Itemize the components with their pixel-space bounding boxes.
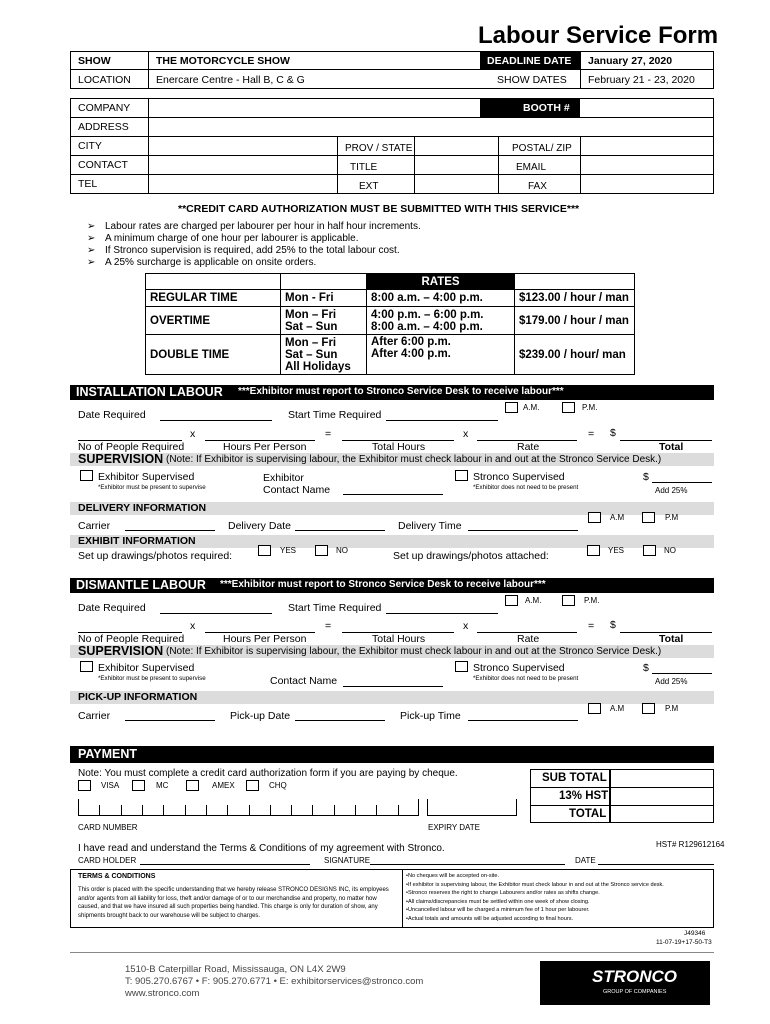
exhibitor-contact-label: Exhibitor Contact Name: [263, 472, 331, 496]
hours-label: Hours Per Person: [223, 441, 307, 453]
payment-note: Note: You must complete a credit card authorization form if you are paying by cheque.: [78, 768, 458, 779]
show-dates-label: SHOW DATES: [497, 74, 567, 86]
address-label: ADDRESS: [78, 121, 129, 133]
dismantle-header-bar: [70, 578, 714, 593]
rates-heading: RATES: [367, 274, 515, 290]
rate-label: Rate: [517, 441, 540, 453]
company-label: COMPANY: [78, 102, 131, 114]
amex-checkbox[interactable]: [186, 780, 199, 791]
card-digit-divider: [142, 805, 143, 816]
drawings-attached-yes-checkbox[interactable]: [587, 545, 600, 556]
rate-time: After 6:00 p.m. After 4:00 p.m.: [367, 335, 515, 375]
people-label: No of People Required: [78, 633, 185, 645]
multiply-sign: x: [190, 620, 196, 632]
terms-heading: TERMS & CONDITIONS: [78, 873, 156, 880]
pickup-pm-checkbox[interactable]: [642, 703, 655, 714]
card-digit-divider: [270, 805, 271, 816]
carrier-label: Carrier: [78, 710, 111, 722]
signature-label: SIGNATURE: [324, 856, 371, 865]
terms-body: This order is placed with the specific understanding that we hereby release STRONCO DESIGNS INC, its employees and/or agents from all liability for loss, theft and/or damage of or to our merchandise and property, no matter how caused, and that we have insured all such properties being handled. This charge is only for duration of show, any shipments brought back to our warehouse will be subject to charges.: [78, 887, 389, 919]
date-required-label: Date Required: [78, 602, 146, 614]
card-number-label: CARD NUMBER: [78, 823, 138, 832]
yes-label: YES: [280, 546, 297, 555]
footer-web: www.stronco.com: [125, 988, 200, 999]
dismantle-stronco-supervised-checkbox[interactable]: [455, 661, 468, 672]
yes-label: YES: [608, 546, 625, 555]
fax-label: FAX: [528, 181, 547, 192]
multiply-sign: x: [190, 428, 196, 440]
hours-label: Hours Per Person: [223, 633, 307, 645]
card-holder-field[interactable]: [140, 864, 310, 865]
delivery-am-checkbox[interactable]: [588, 512, 601, 523]
booth-label: BOOTH #: [523, 102, 570, 114]
delivery-pm-checkbox[interactable]: [642, 512, 655, 523]
rate-time: 4:00 p.m. – 6:00 p.m. 8:00 a.m. – 4:00 p.m.: [367, 307, 515, 335]
bullet-item: ➢ A minimum charge of one hour per labourer is applicable.: [105, 233, 358, 244]
date-field[interactable]: [598, 864, 714, 865]
contact-label: CONTACT: [78, 159, 128, 171]
dismantle-date-field[interactable]: [160, 613, 272, 614]
visa-checkbox[interactable]: [78, 780, 91, 791]
logo-subtitle: GROUP OF COMPANIES: [603, 989, 667, 995]
footer-phone: T: 905.270.6767 • F: 905.270.6771 • E: exhibitorservices@stronco.com: [125, 976, 424, 987]
terms-item: • No cheques will be accepted on-site.: [406, 872, 664, 881]
date-required-label: Date Required: [78, 409, 146, 421]
supervision-total-field[interactable]: [652, 482, 712, 483]
title-label: TITLE: [350, 162, 378, 173]
rate-label: Rate: [517, 633, 540, 645]
dismantle-supervision-total-field[interactable]: [652, 673, 712, 674]
add-25-label: Add 25%: [655, 677, 688, 686]
exhibit-heading: EXHIBIT INFORMATION: [78, 535, 196, 547]
total-label: Total: [659, 633, 684, 645]
dismantle-am-checkbox[interactable]: [505, 595, 518, 606]
start-time-label: Start Time Required: [288, 409, 382, 421]
grand-total-label: TOTAL: [569, 808, 607, 820]
supervision-note: (Note: If Exhibitor is supervising labour, the Exhibitor must check labour in and out at the Stronco Service Desk.): [166, 454, 662, 465]
card-digit-divider: [291, 805, 292, 816]
signature-field[interactable]: [370, 864, 565, 865]
equals-sign: =: [325, 620, 332, 632]
drawings-required-label: Set up drawings/photos required:: [78, 550, 233, 562]
card-digit-divider: [99, 805, 100, 816]
show-value: THE MOTORCYCLE SHOW: [156, 55, 290, 67]
card-digit-divider: [206, 805, 207, 816]
pm-label: P.M: [665, 513, 679, 522]
payment-header-bar: [70, 746, 714, 763]
rate-price: $123.00 / hour / man: [515, 290, 635, 307]
stronco-note: *Exhibitor does not need to be present: [473, 675, 579, 682]
bullet-item: ➢ A 25% surcharge is applicable on onsite orders.: [105, 257, 316, 268]
hst-label: 13% HST: [559, 790, 609, 802]
rate-type: DOUBLE TIME: [146, 335, 281, 375]
multiply-sign: x: [463, 428, 469, 440]
prov-label: PROV / STATE: [345, 143, 413, 154]
pm-label: P.M.: [584, 596, 600, 605]
card-digit-divider: [398, 805, 399, 816]
card-digit-divider: [355, 805, 356, 816]
drawings-required-yes-checkbox[interactable]: [258, 545, 271, 556]
terms-item: • If exhibitor is supervising labour, the Exhibitor must check labour in and out at the Stronco service desk.: [406, 881, 664, 890]
rate-price: $239.00 / hour/ man: [515, 335, 635, 375]
form-title: Labour Service Form: [478, 22, 719, 49]
supervision-heading: SUPERVISION: [78, 644, 164, 658]
footer-address: 1510-B Caterpillar Road, Mississauga, ON L4X 2W9: [125, 964, 346, 975]
card-digit-divider: [334, 805, 335, 816]
start-time-field[interactable]: [386, 420, 498, 421]
dismantle-start-time-field[interactable]: [386, 613, 498, 614]
delivery-heading: DELIVERY INFORMATION: [78, 502, 207, 514]
dollar-sign: $: [610, 619, 616, 631]
footer-rule: [70, 952, 714, 953]
dismantle-exhibitor-supervised-checkbox[interactable]: [80, 661, 93, 672]
rate-days: Mon – Fri Sat – Sun All Holidays: [281, 335, 367, 375]
stronco-note: *Exhibitor does not need to be present: [473, 484, 579, 491]
bullet-item: ➢ If Stronco supervision is required, add 25% to the total labour cost.: [105, 245, 400, 256]
card-digit-divider: [121, 805, 122, 816]
equals-sign: =: [325, 428, 332, 440]
card-digit-divider: [376, 805, 377, 816]
total-label: Total: [659, 441, 684, 453]
pickup-date-field[interactable]: [295, 720, 385, 721]
exhibitor-contact-field[interactable]: [343, 494, 443, 495]
am-label: A.M: [610, 513, 625, 522]
stronco-supervised-label: Stronco Supervised: [473, 471, 565, 483]
total-hours-label: Total Hours: [372, 441, 426, 453]
pickup-date-label: Pick-up Date: [230, 710, 291, 722]
form-code: J49346: [684, 930, 706, 937]
equals-sign: =: [588, 428, 595, 440]
dismantle-header: DISMANTLE LABOUR: [76, 578, 206, 592]
rate-days: Mon – Fri Sat – Sun: [281, 307, 367, 335]
pickup-time-field[interactable]: [468, 720, 578, 721]
add-25-label: Add 25%: [655, 486, 688, 495]
stronco-supervised-label: Stronco Supervised: [473, 662, 565, 674]
deadline-label: DEADLINE DATE: [487, 55, 572, 67]
date-required-field[interactable]: [160, 420, 272, 421]
multiply-sign: x: [463, 620, 469, 632]
exhibitor-supervised-checkbox[interactable]: [80, 470, 93, 481]
no-label: NO: [336, 546, 348, 555]
expiry-date-label: EXPIRY DATE: [428, 823, 481, 832]
email-label: EMAIL: [516, 162, 547, 173]
chq-label: CHQ: [269, 781, 287, 790]
dollar-sign: $: [643, 471, 649, 483]
dismantle-pm-checkbox[interactable]: [562, 595, 575, 606]
rate-days: Mon - Fri: [281, 290, 367, 307]
stronco-supervised-checkbox[interactable]: [455, 470, 468, 481]
logo-name: STRONCO: [592, 967, 677, 986]
exhibitor-supervised-label: Exhibitor Supervised: [98, 662, 195, 674]
card-digit-divider: [185, 805, 186, 816]
start-time-label: Start Time Required: [288, 602, 382, 614]
install-pm-checkbox[interactable]: [562, 402, 575, 413]
exhibitor-supervised-label: Exhibitor Supervised: [98, 471, 195, 483]
location-label: LOCATION: [78, 74, 131, 86]
people-label: No of People Required: [78, 441, 185, 453]
pm-label: P.M: [665, 704, 679, 713]
installation-header-bar: [70, 385, 714, 400]
rate-type: OVERTIME: [146, 307, 281, 335]
install-am-checkbox[interactable]: [505, 402, 518, 413]
dollar-sign: $: [643, 662, 649, 674]
mc-label: MC: [156, 781, 169, 790]
carrier-label: Carrier: [78, 520, 111, 532]
pickup-heading: PICK-UP INFORMATION: [78, 691, 198, 703]
card-holder-label: CARD HOLDER: [78, 856, 137, 865]
delivery-date-field[interactable]: [295, 530, 385, 531]
contact-name-label: Contact Name: [270, 675, 338, 687]
amex-label: AMEX: [212, 781, 235, 790]
stronco-logo: [540, 961, 710, 1005]
exhibitor-note: *Exhibitor must be present to supervise: [98, 675, 206, 682]
totals-values[interactable]: [610, 769, 714, 823]
supervision-note: (Note: If Exhibitor is supervising labour, the Exhibitor must check labour in and out at the Stronco Service Desk.): [166, 646, 662, 657]
am-label: A.M.: [525, 596, 542, 605]
am-label: A.M.: [523, 403, 540, 412]
visa-label: VISA: [101, 781, 120, 790]
installation-header: INSTALLATION LABOUR: [76, 385, 223, 399]
expiry-date-field[interactable]: [427, 799, 517, 816]
am-label: A.M: [610, 704, 625, 713]
carrier-field[interactable]: [125, 530, 215, 531]
supervision-heading: SUPERVISION: [78, 452, 164, 466]
dismantle-contact-field[interactable]: [343, 686, 443, 687]
bullet-item: ➢ Labour rates are charged per labourer per hour in half hour increments.: [105, 221, 421, 232]
card-digit-divider: [163, 805, 164, 816]
revision-code: 11-07-19+17-50-T3: [656, 939, 712, 946]
equals-sign: =: [588, 620, 595, 632]
postal-label: POSTAL/ ZIP: [512, 143, 572, 154]
total-hours-label: Total Hours: [372, 633, 426, 645]
card-digit-divider: [227, 805, 228, 816]
chq-checkbox[interactable]: [246, 780, 259, 791]
pm-label: P.M.: [582, 403, 598, 412]
terms-item: • Actual totals and amounts will be adjusted according to final hours.: [406, 915, 664, 924]
delivery-time-label: Delivery Time: [398, 520, 462, 532]
exhibitor-note: *Exhibitor must be present to supervise: [98, 484, 206, 491]
rate-type: REGULAR TIME: [146, 290, 281, 307]
pickup-time-label: Pick-up Time: [400, 710, 461, 722]
pickup-carrier-field[interactable]: [125, 720, 215, 721]
dismantle-header-note: ***Exhibitor must report to Stronco Service Desk to receive labour***: [220, 579, 546, 590]
drawings-required-no-checkbox[interactable]: [315, 545, 328, 556]
card-digit-divider: [312, 805, 313, 816]
delivery-date-label: Delivery Date: [228, 520, 292, 532]
drawings-attached-no-checkbox[interactable]: [643, 545, 656, 556]
dollar-sign: $: [610, 427, 616, 439]
pickup-am-checkbox[interactable]: [588, 703, 601, 714]
show-dates-value: February 21 - 23, 2020: [588, 74, 695, 86]
hst-number: HST# R129612164: [656, 840, 725, 849]
city-label: CITY: [78, 140, 102, 152]
rates-table: [145, 273, 635, 375]
no-label: NO: [664, 546, 676, 555]
ext-label: EXT: [359, 181, 379, 192]
date-label: DATE: [575, 856, 596, 865]
delivery-time-field[interactable]: [468, 530, 578, 531]
drawings-attached-label: Set up drawings/photos attached:: [393, 550, 549, 562]
rate-time: 8:00 a.m. – 4:00 p.m.: [367, 290, 515, 307]
location-value: Enercare Centre - Hall B, C & G: [156, 74, 305, 86]
payment-header: PAYMENT: [78, 747, 138, 761]
rate-price: $179.00 / hour / man: [515, 307, 635, 335]
terms-list: [406, 872, 664, 924]
terms-item: • All claims/discrepancies must be settled within one week of show closing.: [406, 898, 664, 907]
installation-header-note: ***Exhibitor must report to Stronco Service Desk to receive labour***: [238, 386, 564, 397]
mc-checkbox[interactable]: [132, 780, 145, 791]
credit-card-notice: **CREDIT CARD AUTHORIZATION MUST BE SUBMITTED WITH THIS SERVICE***: [178, 203, 580, 215]
terms-item: • Stronco reserves the right to change Labourers and/or rates as shifts change.: [406, 889, 664, 898]
subtotal-label: SUB TOTAL: [542, 772, 607, 784]
terms-item: • Uncancelled labour will be charged a minimum fee of 1 hour per labourer.: [406, 906, 664, 915]
tel-label: TEL: [78, 178, 98, 190]
card-digit-divider: [249, 805, 250, 816]
show-label: SHOW: [78, 55, 111, 67]
deadline-value: January 27, 2020: [588, 55, 673, 67]
agreement-text: I have read and understand the Terms & Conditions of my agreement with Stronco.: [78, 843, 445, 854]
